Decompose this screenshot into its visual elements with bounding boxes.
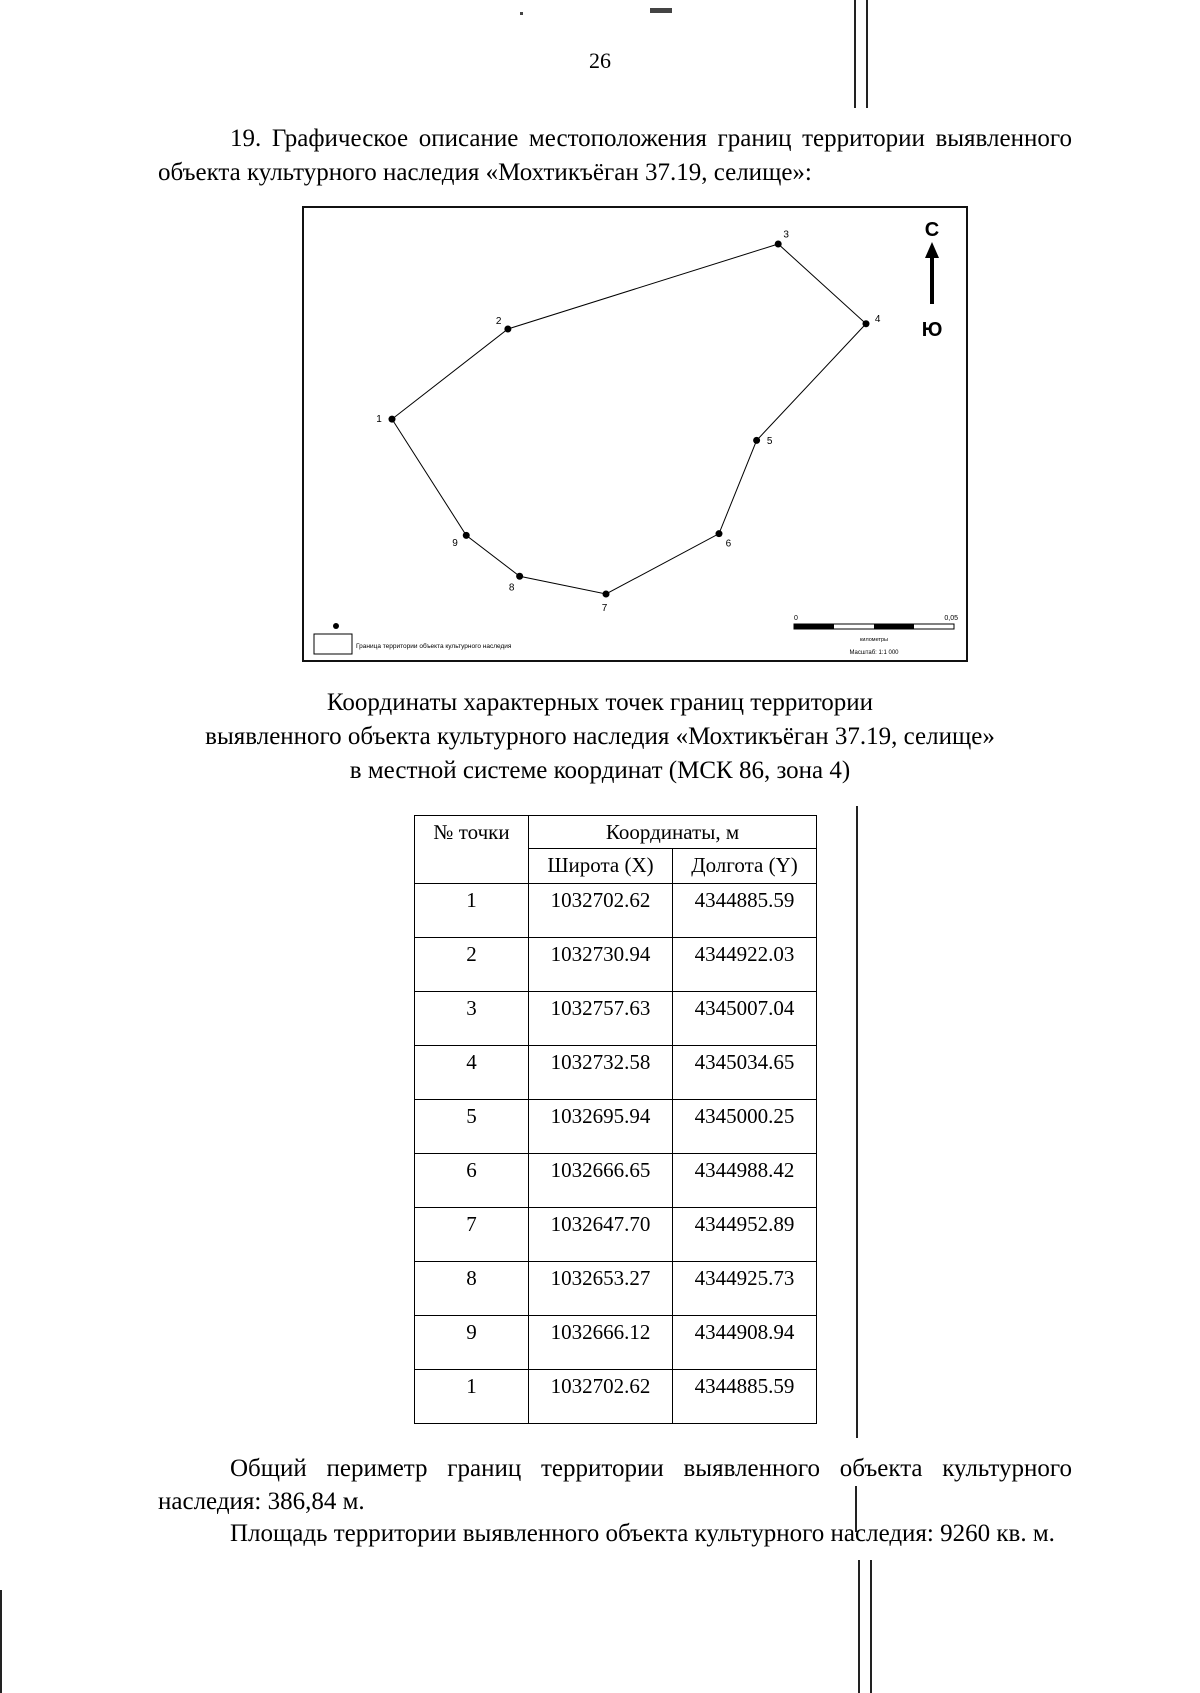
- caption-line: Координаты характерных точек границ территории: [326, 689, 874, 716]
- scale-end-label: 0,05: [944, 615, 958, 622]
- table-row: [415, 1262, 817, 1316]
- scan-artifact-line: [0, 1590, 2, 1693]
- cell-latitude-x: 1032732.58: [529, 1046, 673, 1100]
- cell-latitude-x: 1032730.94: [529, 938, 673, 992]
- cell-point-number: 1: [415, 1370, 529, 1424]
- area-paragraph: Площадь территории выявленного объекта культурного наследия: 9260 кв. м.: [230, 1520, 1055, 1547]
- boundary-point-marker: [753, 437, 760, 444]
- cell-longitude-y: 4345034.65: [673, 1046, 817, 1100]
- table-row: [415, 1370, 817, 1424]
- boundary-point-label: 7: [601, 602, 608, 614]
- boundary-polygon-layer: [392, 244, 866, 594]
- boundary-point-label: 9: [452, 537, 458, 549]
- boundary-points-layer: [376, 230, 881, 614]
- boundary-point-label: 4: [874, 313, 881, 325]
- cell-point-number: 4: [415, 1046, 529, 1100]
- table-row: [415, 1154, 817, 1208]
- scale-bar: [794, 615, 958, 656]
- cell-latitude-x: 1032647.70: [529, 1208, 673, 1262]
- coordinates-caption: [100, 686, 1100, 788]
- cell-longitude-y: 4345000.25: [673, 1100, 817, 1154]
- cell-latitude-x: 1032695.94: [529, 1100, 673, 1154]
- table-row: [415, 992, 817, 1046]
- compass-south-label: Ю: [921, 319, 943, 341]
- boundary-point-marker: [463, 532, 470, 539]
- boundary-point-marker: [603, 591, 610, 598]
- scan-artifact-line: [858, 1560, 860, 1693]
- scan-artifact-line: [870, 1560, 872, 1693]
- compass-arrow-icon: [922, 219, 943, 341]
- scan-artifact-line: [856, 806, 858, 1438]
- perimeter-paragraph: Общий периметр границ территории выявленного объекта культурного наследия: 386,84 м.: [158, 1455, 1072, 1515]
- boundary-point-marker: [715, 530, 722, 537]
- cell-longitude-y: 4344885.59: [673, 1370, 817, 1424]
- cell-longitude-y: 4344885.59: [673, 884, 817, 938]
- header-longitude-y: Долгота (Y): [673, 849, 817, 884]
- legend-point-icon: [333, 623, 339, 629]
- cell-point-number: 7: [415, 1208, 529, 1262]
- boundary-polygon: [392, 244, 866, 594]
- cell-point-number: 6: [415, 1154, 529, 1208]
- boundary-point-marker: [863, 320, 870, 327]
- boundary-point-marker: [775, 241, 782, 248]
- cell-point-number: 3: [415, 992, 529, 1046]
- cell-latitude-x: 1032666.65: [529, 1154, 673, 1208]
- boundary-point-label: 6: [725, 538, 732, 550]
- cell-longitude-y: 4344908.94: [673, 1316, 817, 1370]
- cell-longitude-y: 4344922.03: [673, 938, 817, 992]
- table-row: [415, 1046, 817, 1100]
- caption-line: в местной системе координат (МСК 86, зона 4): [349, 757, 851, 784]
- header-latitude-x: Широта (X): [529, 849, 673, 884]
- scan-speck: [520, 12, 523, 15]
- cell-latitude-x: 1032653.27: [529, 1262, 673, 1316]
- table-row: [415, 1208, 817, 1262]
- scale-start-label: 0: [794, 615, 798, 622]
- scale-ratio-label: Масштаб: 1:1 000: [849, 650, 899, 656]
- caption-line: выявленного объекта культурного наследия «Мохтикъёган 37.19, селище»: [205, 723, 995, 750]
- scale-unit-label: километры: [860, 637, 888, 643]
- cell-point-number: 1: [415, 884, 529, 938]
- boundary-point-marker: [389, 416, 396, 423]
- cell-longitude-y: 4344988.42: [673, 1154, 817, 1208]
- table-row: [415, 884, 817, 938]
- table-row: [415, 1316, 817, 1370]
- cell-point-number: 8: [415, 1262, 529, 1316]
- boundary-point-label: 1: [376, 413, 382, 425]
- cell-longitude-y: 4345007.04: [673, 992, 817, 1046]
- page-number: 26: [589, 48, 611, 73]
- cell-latitude-x: 1032757.63: [529, 992, 673, 1046]
- legend-boundary-swatch: [314, 634, 352, 654]
- boundary-map: [302, 206, 968, 662]
- section-heading: 19. Графическое описание местоположения границ территории выявленного объекта культурного наследия «Мохтикъёган 37.19, селище»:: [158, 125, 1072, 186]
- header-coordinates: Координаты, м: [529, 816, 817, 849]
- legend-label: Граница территории объекта культурного наследия: [356, 643, 512, 650]
- boundary-point-marker: [504, 325, 511, 332]
- scan-speck: [650, 8, 672, 13]
- boundary-point-label: 3: [783, 229, 789, 241]
- cell-latitude-x: 1032702.62: [529, 1370, 673, 1424]
- cell-point-number: 9: [415, 1316, 529, 1370]
- boundary-point-label: 8: [508, 582, 515, 594]
- cell-point-number: 2: [415, 938, 529, 992]
- boundary-point-label: 2: [495, 315, 502, 327]
- boundary-map-canvas: [304, 208, 966, 660]
- cell-latitude-x: 1032666.12: [529, 1316, 673, 1370]
- header-point-number: № точки: [415, 816, 529, 884]
- boundary-point-label: 5: [766, 436, 773, 448]
- map-legend: [314, 623, 512, 654]
- cell-longitude-y: 4344952.89: [673, 1208, 817, 1262]
- table-row: [415, 1100, 817, 1154]
- coordinates-table: [414, 815, 817, 1424]
- table-row: [415, 938, 817, 992]
- cell-longitude-y: 4344925.73: [673, 1262, 817, 1316]
- boundary-point-marker: [516, 573, 523, 580]
- compass-north-label: С: [924, 219, 940, 241]
- cell-latitude-x: 1032702.62: [529, 884, 673, 938]
- cell-point-number: 5: [415, 1100, 529, 1154]
